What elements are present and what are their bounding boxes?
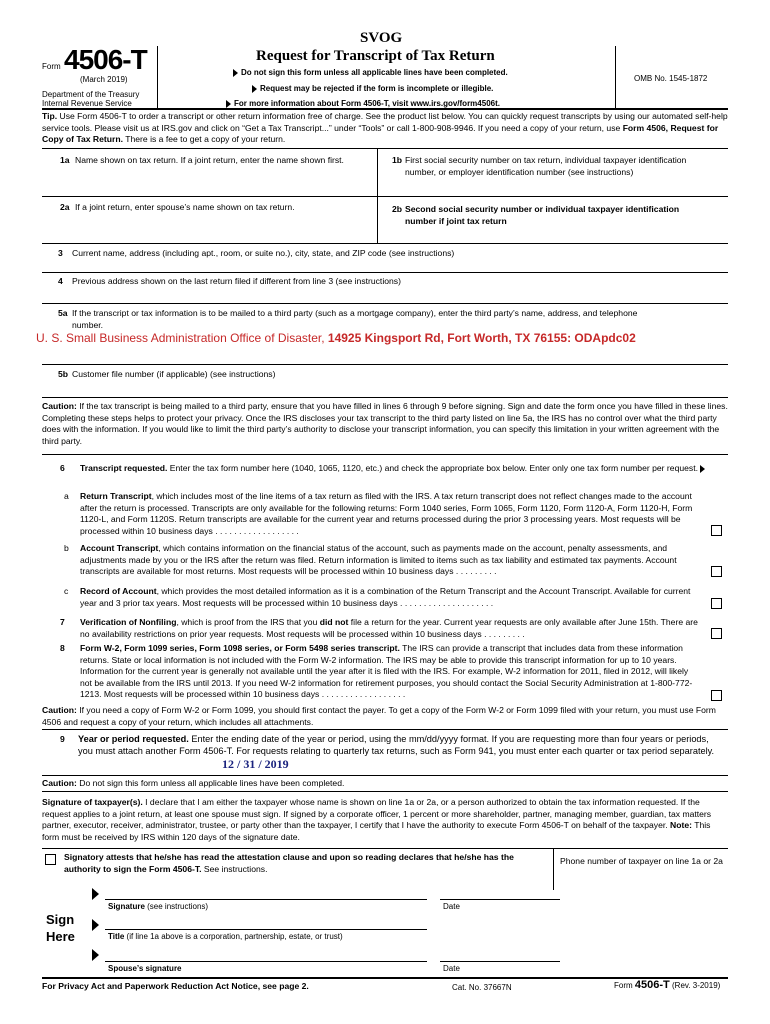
- sign-label: Sign: [46, 912, 75, 927]
- here-label: Here: [46, 929, 75, 944]
- caution-w2: Caution: If you need a copy of Form W-2 or Form 1099, you should first contact the payer. To get a copy of the Form W-2 or Form 1099 filed with your return, you must use Form 4506 and request a copy of your return, which includes all attachments.: [42, 705, 716, 727]
- header-divider-right: [615, 46, 616, 108]
- record-of-account-checkbox[interactable]: [711, 598, 722, 609]
- phone-input[interactable]: [560, 878, 725, 890]
- line-6b-text: Account Transcript, which contains information on the financial status of the account, such as payments made on the account, penalty assessments, and adjustments made by you or the IRS after the return was filed. Return information is limited to items such as tax liability and estimated tax payments. Account transcripts are available for most returns. Most requests will be processed within 10 business days . . . . . . . . .: [80, 543, 677, 576]
- rule: [42, 364, 728, 365]
- line-4-label: Previous address shown on the last return filed if different from line 3 (see instructions): [72, 276, 401, 286]
- phone-label: Phone number of taxpayer on line 1a or 2a: [560, 856, 723, 866]
- arrow-right-icon: [92, 888, 99, 900]
- line-1a-number: 1a: [60, 155, 70, 165]
- line-9-text: Year or period requested. Enter the ending date of the year or period, using the mm/dd/yyyy format. If you are requesting more than four years or periods, you must attach another Form 4506-T. For requests relating to quarterly tax returns, such as Form 941, you must enter each quarter or tax period separately.: [78, 734, 715, 756]
- line-5a-label: If the transcript or tax information is to be mailed to a third party (such as a mortgage company), enter the third party’s name, address, and telephone number.: [72, 308, 638, 330]
- line-7-number: 7: [60, 617, 65, 627]
- dept-line2: Internal Revenue Service: [42, 99, 132, 108]
- signature-caption: Signature (see instructions): [108, 902, 209, 911]
- rule: [42, 243, 728, 244]
- caution-third-party: Caution: If the tax transcript is being mailed to a third party, ensure that you have filled in lines 6 through 9 before signing. Sign and date the form once you have filled in these lines. Completing these steps helps to protect your privacy. Once the IRS discloses your tax transcript to the third party listed on line 5a, the IRS has no control over what the third party does with the information. If you would like to limit the third party’s authority to disclose your transcript information, you can specify this limitation in your written agreement with the third party.: [42, 401, 728, 446]
- rule: [42, 272, 728, 273]
- arrow-right-icon: [252, 85, 257, 93]
- line-2b-number: 2b: [392, 204, 403, 214]
- line-4-number: 4: [58, 276, 63, 286]
- line-1b-label: First social security number on tax return, individual taxpayer identification number, or employer identification number (see instructions): [405, 155, 687, 177]
- spouse-signature-input[interactable]: [105, 946, 425, 960]
- header-note-1: Do not sign this form unless all applicable lines have been completed.: [233, 67, 508, 78]
- date-line-2: [440, 961, 560, 962]
- line-1b-input[interactable]: [392, 178, 722, 194]
- line-3-input[interactable]: [72, 260, 722, 272]
- year-period-input[interactable]: 12 / 31 / 2019: [222, 757, 289, 771]
- rule: [42, 791, 728, 792]
- form-label: Form: [42, 62, 61, 71]
- title-caption: Title (if line 1a above is a corporation, partnership, estate, or trust): [108, 932, 343, 941]
- form-number: 4506-T: [64, 44, 147, 75]
- signature-declaration: Signature of taxpayer(s). I declare that I am either the taxpayer whose name is shown on line 1a or 2a, or a person authorized to obtain the tax information requested. If the request applies to a joint return, at least one spouse must sign. If signed by a corporate officer, 1 percent or more shareholder, partner, managing member, guardian, tax matters partner, executor, receiver, administrator, trustee, or party other than the taxpayer, I certify that I have the authority to execute Form 4506-T on behalf of the taxpayer. Note: This form must be received by IRS within 120 days of the signature date.: [42, 797, 712, 842]
- header-note-2: Request may be rejected if the form is incomplete or illegible.: [252, 83, 493, 94]
- catalog-number: Cat. No. 37667N: [452, 983, 512, 992]
- form-date: (March 2019): [80, 75, 128, 84]
- arrow-right-icon: [92, 949, 99, 961]
- line-6-text: Transcript requested. Enter the tax form number here (1040, 1065, 1120, etc.) and check the appropriate box below. Enter only one tax form number per request.: [80, 463, 726, 475]
- phone-divider: [553, 848, 554, 890]
- date-input-1[interactable]: [440, 885, 560, 899]
- arrow-right-icon: [226, 100, 231, 108]
- arrow-right-icon: [92, 919, 99, 931]
- line-2b-input[interactable]: [392, 226, 722, 240]
- line-2b-label: Second social security number or individual taxpayer identification number if joint tax return: [405, 204, 680, 226]
- title-input[interactable]: [105, 915, 425, 929]
- line-3-label: Current name, address (including apt., room, or suite no.), city, state, and ZIP code (see instructions): [72, 248, 455, 258]
- line-4-input[interactable]: [72, 288, 722, 300]
- signature-line: [105, 899, 427, 900]
- line-8-text: Form W-2, Form 1099 series, Form 1098 series, or Form 5498 series transcript. The IRS can provide a transcript that includes data from these information returns. State or local information is not included with the Form W-2 information. The IRS may be able to provide this transcript information for up to 10 years. Information for the current year is generally not available until the year after it is filed with the IRS. For example, W-2 information for 2011, filed in 2012, will likely not be available from the IRS until 2013. If you need W-2 information for retirement purposes, you should contact the Social Security Administration at 1-800-772-1213. Most requests will be processed within 10 business days . . . . . . . . . . . . . . . . . .: [80, 643, 693, 699]
- line-5b-input[interactable]: [72, 381, 722, 395]
- line-5b-number: 5b: [58, 369, 69, 379]
- account-transcript-checkbox[interactable]: [711, 566, 722, 577]
- svog-label: SVOG: [360, 30, 403, 46]
- spouse-signature-line: [105, 961, 427, 962]
- date-line-1: [440, 899, 560, 900]
- line-9-number: 9: [60, 734, 65, 744]
- line-6b-letter: b: [64, 543, 69, 553]
- rule: [42, 148, 728, 149]
- form-title: Request for Transcript of Tax Return: [256, 48, 495, 64]
- line-8-number: 8: [60, 643, 65, 653]
- line-6-form-number-input[interactable]: [145, 474, 225, 485]
- caution-sign: Caution: Do not sign this form unless all applicable lines have been completed.: [42, 778, 345, 788]
- title-line: [105, 929, 427, 930]
- line-6-number: 6: [60, 463, 65, 473]
- header-note-3: For more information about Form 4506-T, visit www.irs.gov/form4506t.: [226, 98, 500, 109]
- rule: [42, 729, 728, 730]
- tip-paragraph: Tip. Use Form 4506-T to order a transcript or other return information free of charge. See the product list below. You can quickly request transcripts by using our automated self-help service tools. Please visit us at IRS.gov and click on “Get a Tax Transcript...” under “Tools” or call 1-800-908-9946. If you need a copy of your return, use Form 4506, Request for Copy of Tax Return. There is a fee to get a copy of your return.: [42, 111, 728, 144]
- return-transcript-checkbox[interactable]: [711, 525, 722, 536]
- spouse-signature-caption: Spouse’s signature: [108, 964, 182, 973]
- arrow-right-icon: [700, 465, 705, 473]
- line-2a-input[interactable]: [75, 222, 365, 238]
- line-6a-letter: a: [64, 491, 69, 501]
- verification-of-nonfiling-checkbox[interactable]: [711, 628, 722, 639]
- line-5a-number: 5a: [58, 308, 68, 318]
- dept-line1: Department of the Treasury: [42, 90, 140, 99]
- date-input-2[interactable]: [440, 946, 560, 960]
- rule: [42, 196, 728, 197]
- footer-rule: [42, 977, 728, 979]
- footer-form-id: Form 4506-T (Rev. 3-2019): [614, 979, 721, 991]
- line-2a-number: 2a: [60, 202, 70, 212]
- rule: [42, 454, 728, 455]
- arrow-right-icon: [233, 69, 238, 77]
- line-6c-text: Record of Account, which provides the most detailed information as it is a combination of the Return Transcript and the Account Transcript. Available for current year and 3 prior tax years. Most requests will be processed within 10 business days . . . . . . . . . . . . . . . . . . . .: [80, 586, 691, 608]
- info-return-transcript-checkbox[interactable]: [711, 690, 722, 701]
- line-2a-label: If a joint return, enter spouse’s name shown on tax return.: [75, 202, 295, 212]
- date-caption-1: Date: [443, 902, 460, 911]
- line-1b-number: 1b: [392, 155, 403, 165]
- rule: [42, 775, 728, 776]
- header-divider-left: [157, 46, 158, 108]
- line-3-number: 3: [58, 248, 63, 258]
- line-6c-letter: c: [64, 586, 69, 596]
- rule: [42, 397, 728, 398]
- attestation-text: Signatory attests that he/she has read the attestation clause and upon so reading declares that he/she has the authority to sign the Form 4506-T. See instructions.: [64, 852, 514, 874]
- line-7-text: Verification of Nonfiling, which is proof from the IRS that you did not file a return for the year. Current year requests are only available after June 15th. There are no availability restrictions on prior year requests. Most requests will be processed within 10 business days . . . . . . . . .: [80, 617, 698, 639]
- attestation-checkbox[interactable]: [45, 854, 56, 865]
- rule: [42, 303, 728, 304]
- signature-input[interactable]: [105, 885, 425, 899]
- line-5a-value[interactable]: U. S. Small Business Administration Office of Disaster, 14925 Kingsport Rd, Fort Worth, TX 76155: ODApdc02: [36, 331, 636, 345]
- omb-number: OMB No. 1545-1872: [634, 74, 708, 83]
- rule: [42, 848, 728, 849]
- line-1a-input[interactable]: [75, 178, 365, 194]
- date-caption-2: Date: [443, 964, 460, 973]
- line-5b-label: Customer file number (if applicable) (see instructions): [72, 369, 276, 379]
- line-6a-text: Return Transcript, which includes most of the line items of a tax return as filed with the IRS. A tax return transcript does not reflect changes made to the account after the return is processed. Transcripts are only available for the following returns: Form 1040 series, Form 1065, Form 1120, Form 1120-A, Form 1120-H, Form 1120-L, and Form 1120S. Return transcripts are available for the current year and returns processed during the prior 3 processing years. Most requests will be processed within 10 business days . . . . . . . . . . . . . . . . . .: [80, 491, 693, 536]
- privacy-notice: For Privacy Act and Paperwork Reduction Act Notice, see page 2.: [42, 981, 309, 991]
- header-rule: [42, 108, 728, 110]
- line-1a-label: Name shown on tax return. If a joint return, enter the name shown first.: [75, 155, 344, 165]
